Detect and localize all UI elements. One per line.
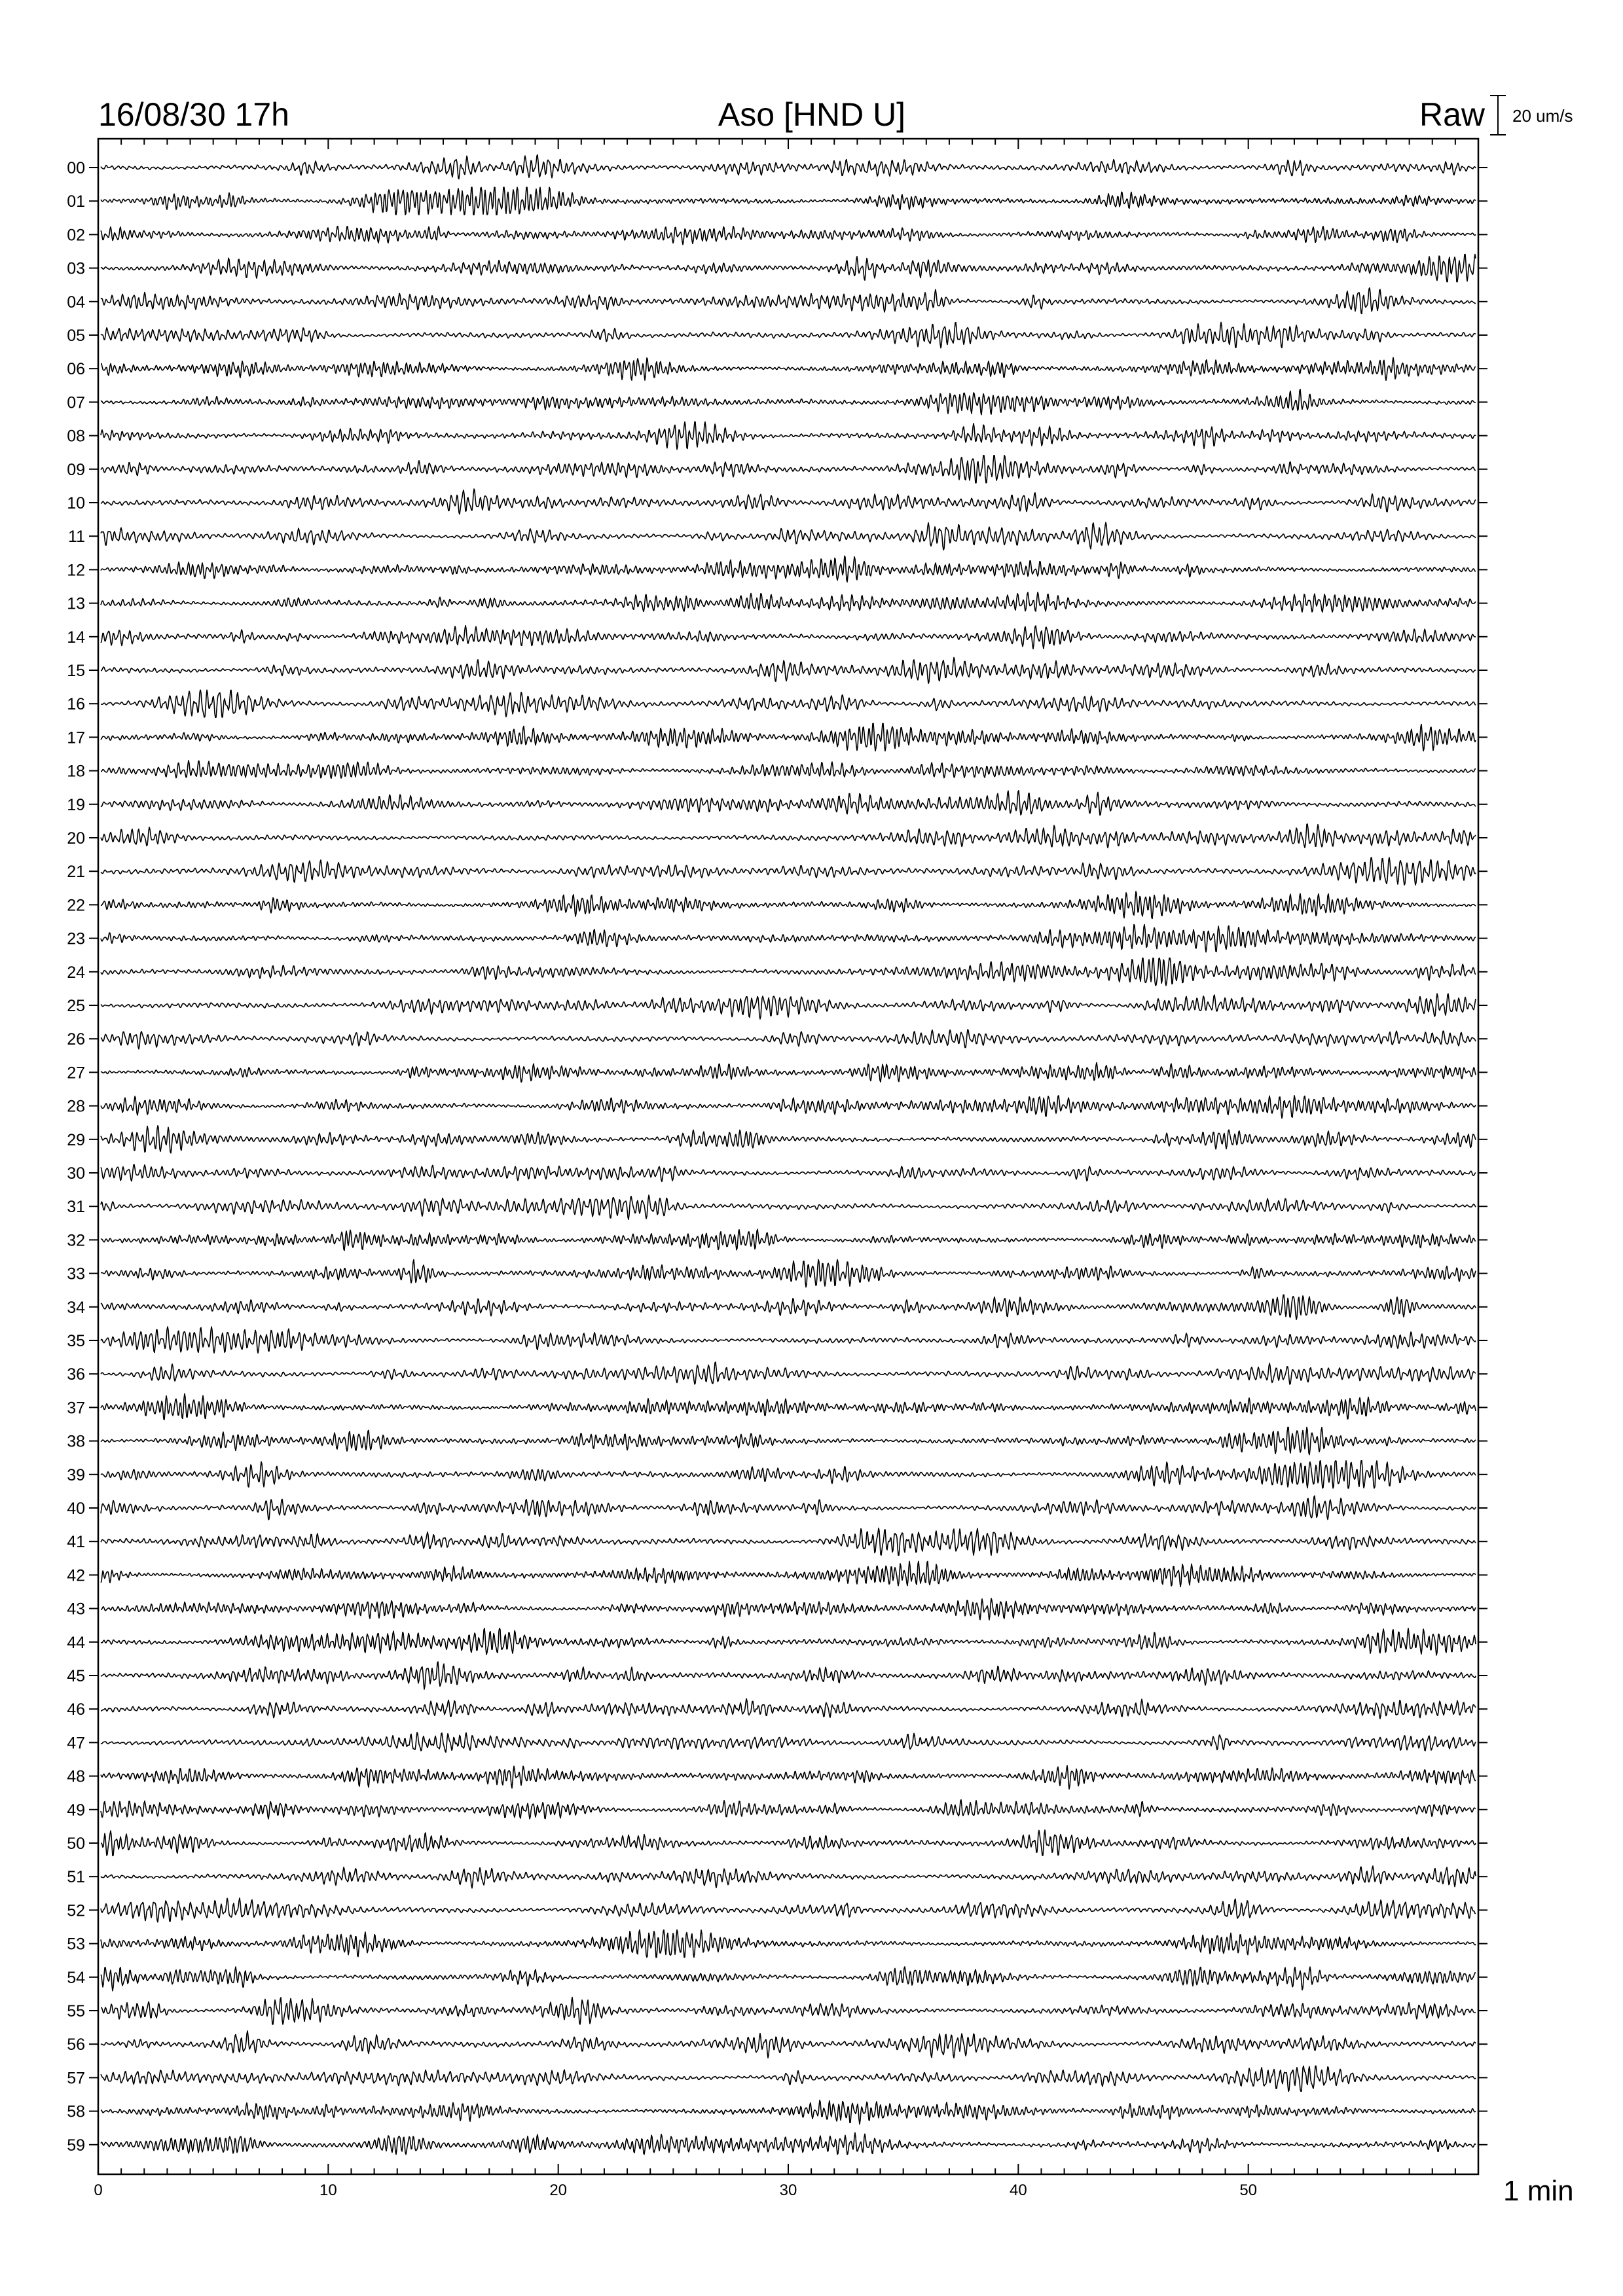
row-label: 18	[67, 762, 85, 781]
trace-line	[101, 1030, 1476, 1049]
row-label: 51	[67, 1868, 85, 1887]
trace-line	[101, 154, 1476, 179]
trace-line	[101, 556, 1476, 582]
trace-line	[101, 226, 1476, 245]
row-label: 41	[67, 1533, 85, 1552]
row-label: 33	[67, 1265, 85, 1283]
row-label: 26	[67, 1030, 85, 1049]
row-label: 27	[67, 1064, 85, 1083]
row-label: 31	[67, 1198, 85, 1217]
trace-line	[101, 1295, 1476, 1319]
trace-line	[101, 1195, 1476, 1219]
scale-bar	[1490, 96, 1573, 135]
trace-line	[101, 1260, 1476, 1287]
row-label: 37	[67, 1399, 85, 1418]
trace-line	[101, 1327, 1476, 1353]
row-label: 07	[67, 393, 85, 412]
row-label: 13	[67, 594, 85, 613]
row-label: 59	[67, 2136, 85, 2155]
trace-line	[101, 1662, 1476, 1689]
row-label: 09	[67, 460, 85, 479]
row-label: 54	[67, 1968, 85, 1987]
mode-label: Raw	[1419, 96, 1485, 133]
x-tick-label: 30	[779, 2181, 797, 2199]
datetime-label: 16/08/30 17h	[98, 96, 289, 133]
trace-line	[101, 1393, 1476, 1420]
row-label: 42	[67, 1566, 85, 1585]
trace-line	[101, 723, 1476, 751]
trace-line	[101, 522, 1476, 550]
trace-line	[101, 891, 1476, 919]
x-axis-label: 1 min	[1503, 2175, 1574, 2207]
trace-line	[101, 857, 1476, 885]
trace-line	[101, 1427, 1476, 1455]
plot-frame	[98, 139, 1478, 2174]
row-label: 34	[67, 1298, 85, 1317]
trace-line	[101, 994, 1476, 1019]
row-label: 22	[67, 896, 85, 915]
trace-line	[101, 824, 1476, 848]
row-label: 44	[67, 1633, 85, 1652]
row-label: 38	[67, 1432, 85, 1451]
trace-line	[101, 1800, 1476, 1819]
trace-line	[101, 255, 1476, 282]
trace-line	[101, 357, 1476, 380]
row-label: 03	[67, 259, 85, 278]
trace-line	[101, 2066, 1476, 2091]
trace-line	[101, 1830, 1476, 1856]
row-label: 02	[67, 226, 85, 245]
trace-line	[101, 761, 1476, 778]
row-label: 39	[67, 1465, 85, 1484]
row-label: 15	[67, 662, 85, 680]
trace-line	[101, 1561, 1476, 1587]
scale-bar-label: 20 um/s	[1512, 106, 1573, 126]
station-title: Aso [HND U]	[718, 96, 906, 133]
row-label: 24	[67, 963, 85, 982]
row-label: 00	[67, 159, 85, 177]
trace-line	[101, 1766, 1476, 1789]
trace-line	[101, 1362, 1476, 1384]
trace-line	[101, 1732, 1476, 1752]
trace-line	[101, 1164, 1476, 1181]
plot-border	[98, 139, 1478, 2174]
trace-line	[101, 1598, 1476, 1620]
trace-line	[101, 456, 1476, 483]
row-label: 56	[67, 2036, 85, 2054]
row-label: 50	[67, 1835, 85, 1853]
trace-line	[101, 1229, 1476, 1250]
trace-line	[101, 322, 1476, 348]
trace-line	[101, 422, 1476, 450]
trace-line	[101, 1461, 1476, 1488]
row-label: 05	[67, 327, 85, 345]
row-label: 48	[67, 1767, 85, 1786]
trace-line	[101, 1930, 1476, 1958]
trace-line	[101, 489, 1476, 514]
trace-line	[101, 791, 1476, 816]
row-label: 32	[67, 1231, 85, 1250]
trace-line	[101, 2100, 1476, 2125]
trace-line	[101, 1898, 1476, 1922]
row-label: 06	[67, 360, 85, 379]
row-label: 12	[67, 561, 85, 580]
row-label: 21	[67, 863, 85, 882]
row-label: 35	[67, 1332, 85, 1350]
row-label: 01	[67, 192, 85, 211]
row-label: 58	[67, 2102, 85, 2121]
row-label: 45	[67, 1667, 85, 1685]
trace-line	[101, 288, 1476, 314]
row-label: 10	[67, 494, 85, 512]
row-label: 52	[67, 1901, 85, 1920]
row-label: 23	[67, 929, 85, 948]
trace-line	[101, 658, 1476, 684]
trace-line	[101, 690, 1476, 717]
x-tick-label: 40	[1009, 2181, 1027, 2199]
row-label: 36	[67, 1365, 85, 1384]
trace-line	[101, 2133, 1476, 2155]
row-label: 49	[67, 1801, 85, 1820]
x-tick-label: 0	[94, 2181, 103, 2199]
x-axis-ticks	[94, 2181, 1257, 2199]
row-label: 43	[67, 1600, 85, 1619]
x-tick-label: 10	[319, 2181, 337, 2199]
x-tick-label: 20	[549, 2181, 568, 2199]
row-label: 16	[67, 695, 85, 714]
row-label: 57	[67, 2069, 85, 2088]
row-label: 29	[67, 1130, 85, 1149]
row-label: 04	[67, 293, 85, 312]
row-label: 46	[67, 1700, 85, 1719]
trace-line	[101, 1126, 1476, 1153]
trace-line	[101, 626, 1476, 649]
trace-line	[101, 1063, 1476, 1083]
trace-line	[101, 187, 1476, 215]
trace-line	[101, 592, 1476, 612]
trace-line	[101, 1967, 1476, 1991]
trace-line	[101, 1698, 1476, 1719]
trace-line	[101, 1096, 1476, 1119]
trace-line	[101, 1528, 1476, 1555]
trace-line	[101, 1998, 1476, 2024]
row-label: 30	[67, 1164, 85, 1183]
trace-line	[101, 958, 1476, 986]
trace-line	[101, 1628, 1476, 1655]
traces	[101, 154, 1476, 2155]
row-label: 40	[67, 1499, 85, 1518]
trace-line	[101, 925, 1476, 952]
row-label: 08	[67, 427, 85, 446]
row-label: 55	[67, 2002, 85, 2020]
row-label: 25	[67, 997, 85, 1015]
trace-line	[101, 2031, 1476, 2058]
trace-line	[101, 1866, 1476, 1888]
x-tick-label: 50	[1239, 2181, 1258, 2199]
row-label: 14	[67, 628, 85, 647]
row-label: 28	[67, 1097, 85, 1116]
row-label: 47	[67, 1734, 85, 1753]
row-label: 20	[67, 829, 85, 848]
trace-line	[101, 1496, 1476, 1520]
row-label: 19	[67, 795, 85, 814]
row-label: 11	[68, 528, 85, 547]
trace-line	[101, 389, 1476, 415]
row-labels	[67, 159, 1487, 2155]
row-label: 53	[67, 1935, 85, 1954]
row-label: 17	[67, 728, 85, 747]
